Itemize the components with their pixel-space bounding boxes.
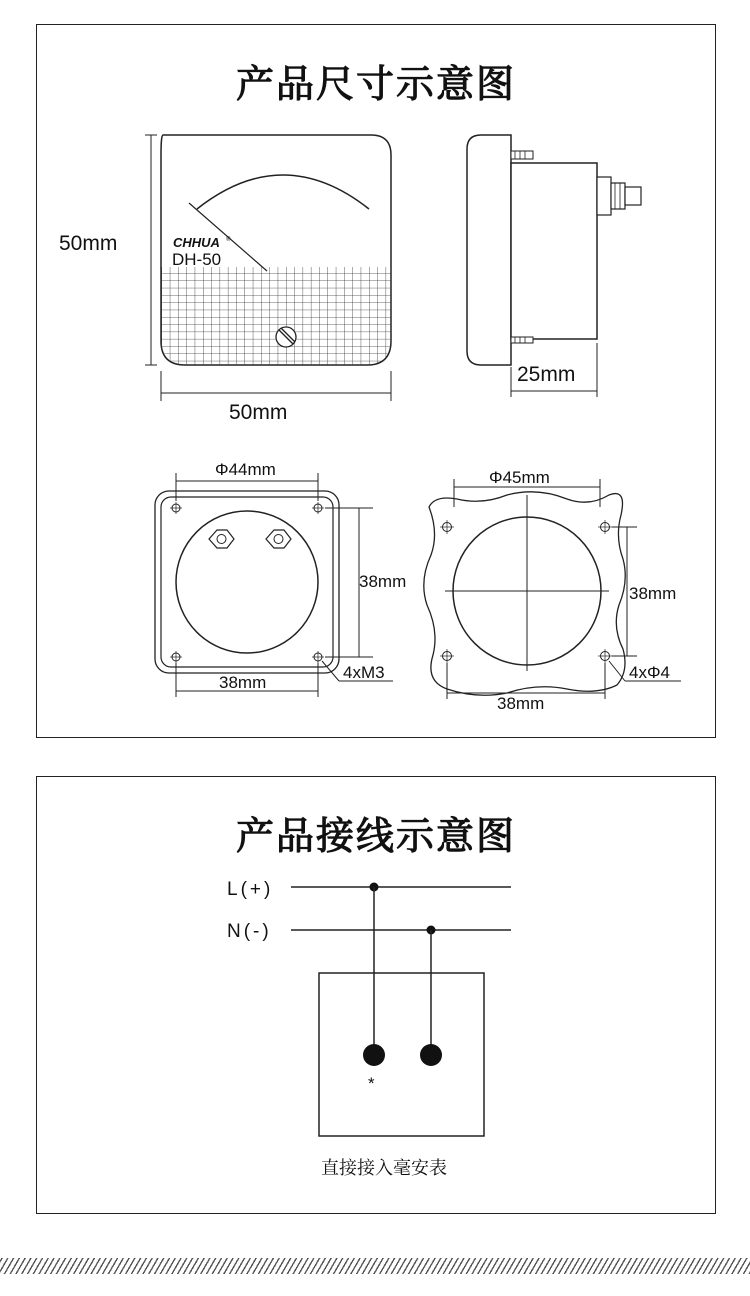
wiring-panel xyxy=(36,776,716,1214)
front-height-label: 50mm xyxy=(59,232,118,255)
back-width-label: 38mm xyxy=(219,673,267,692)
cutout-hole-label: 4xΦ4 xyxy=(629,663,670,682)
polarity-mark: * xyxy=(368,1074,375,1093)
wiring-diagram xyxy=(37,777,717,1215)
back-diameter-label: Φ44mm xyxy=(215,460,276,479)
scale-grid xyxy=(161,267,391,365)
dimension-title: 产品尺寸示意图 xyxy=(235,62,516,106)
cutout-width-label: 38mm xyxy=(497,694,545,713)
zero-adjust-screw-icon xyxy=(276,327,296,347)
meter-box xyxy=(319,973,484,1136)
registered-mark: ® xyxy=(226,237,231,243)
back-view xyxy=(155,460,406,697)
side-body xyxy=(511,163,597,339)
cutout-diameter-label: Φ45mm xyxy=(489,468,550,487)
back-height-label: 38mm xyxy=(359,572,407,591)
back-screw-label: 4xM3 xyxy=(343,663,385,682)
model-label: DH-50 xyxy=(172,250,222,269)
back-body-circle xyxy=(176,511,318,653)
wiring-caption: 直接接入毫安表 xyxy=(321,1158,447,1178)
cutout-view xyxy=(424,468,681,713)
side-view xyxy=(467,135,641,397)
front-width-label: 50mm xyxy=(229,401,288,424)
front-view xyxy=(59,135,391,424)
line-positive-label: L(+) xyxy=(227,879,274,900)
side-depth-label: 25mm xyxy=(517,363,576,386)
line-negative-label: N(-) xyxy=(227,921,272,942)
decorative-stripe-band xyxy=(0,1258,750,1274)
dimension-drawing xyxy=(37,25,717,739)
side-bezel xyxy=(467,135,511,365)
terminal-stud-icon xyxy=(597,177,641,215)
brand-logo: CHHUA xyxy=(173,235,220,250)
dimension-panel xyxy=(36,24,716,738)
meter-terminal-positive xyxy=(363,1044,385,1066)
meter-terminal-negative xyxy=(420,1044,442,1066)
cutout-height-label: 38mm xyxy=(629,584,677,603)
wiring-title: 产品接线示意图 xyxy=(235,814,516,858)
